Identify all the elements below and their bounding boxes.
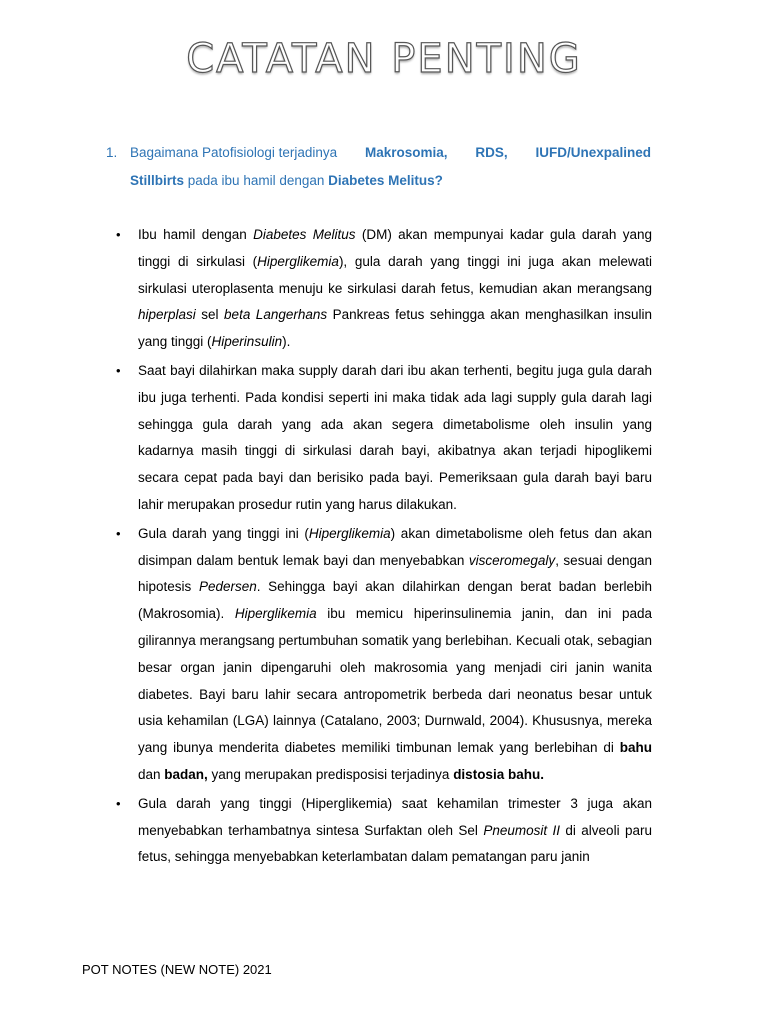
bullet-list (116, 222, 652, 873)
bullet-dot: • (116, 795, 121, 811)
text-run: Ibu hamil dengan (138, 227, 254, 242)
page-title: CATATAN PENTING (186, 36, 582, 82)
text-run: yang merupakan predisposisi terjadinya (207, 766, 454, 782)
text-run: ) akan dimetabolisme oleh fetus dan akan disimpan dalam bentuk lemak bayi dan menyebabkan (138, 525, 652, 568)
text-run: ). (282, 334, 291, 350)
bullet-dot: • (116, 525, 121, 541)
question-term-stillbirts: Stillbirts (130, 173, 185, 188)
bullet-dot: • (116, 227, 121, 242)
text-run: dan (138, 766, 165, 782)
italic-term: Hiperglikemia (308, 525, 391, 541)
text-run: ), gula darah yang tinggi ini juga akan melewati sirkulasi uteroplasenta menuju ke sirkulasi darah fetus, kemudian akan merangsang (138, 253, 652, 296)
question-number: 1. (106, 145, 118, 160)
italic-term: beta Langerhans (224, 307, 328, 323)
italic-term: Diabetes Melitus (253, 227, 356, 242)
question-term-diabetes: Diabetes Melitus? (328, 173, 443, 188)
bold-term: badan, (164, 766, 208, 782)
question-item (106, 139, 651, 195)
italic-term: Hiperglikemia (257, 253, 339, 269)
bold-term: distosia bahu. (453, 766, 544, 782)
text-run: Pankreas fetus sehingga akan menghasilkan insulin yang tinggi ( (138, 307, 653, 350)
text-run: (DM) akan mempunyai kadar gula darah yang tinggi di sirkulasi ( (138, 227, 652, 269)
bullet-item-1 (116, 222, 652, 356)
italic-term: Pedersen (198, 579, 257, 595)
question-term-makrosomia: Makrosomia, (364, 145, 448, 160)
question-term-iufd: IUFD/Unexpalined (535, 145, 651, 160)
italic-term: hiperplasi (138, 307, 196, 323)
italic-term: Hiperglikemia (234, 606, 317, 622)
question-part: Bagaimana Patofisiologi terjadinya (130, 145, 338, 160)
text-run: di alveoli paru fetus, sehingga menyebabkan keterlambatan dalam pematangan paru janin (138, 822, 652, 865)
bullet-item-4 (116, 791, 652, 871)
italic-term: Pneumosit II (483, 822, 560, 838)
text-run: Saat bayi dilahirkan maka supply darah dari ibu akan terhenti, begitu juga gula darah ibu juga terhenti. Pada kondisi seperti ini maka tidak ada lagi supply gula darah lagi sehingga gula darah yang ada akan segera dimetabolisme oleh insulin yang kadarnya masih tinggi di sirkulasi darah bayi, akibatnya akan terjadi hipoglikemi secara cepat pada bayi dan berisiko pada bayi. Pemeriksaan gula darah bayi baru lahir merupakan prosedur rutin yang harus dilakukan. (138, 362, 652, 512)
question-term-rds: RDS, (475, 145, 508, 160)
question-part: pada ibu hamil dengan (184, 173, 329, 188)
italic-term: visceromegaly (468, 552, 556, 568)
text-run: , sesuai dengan hipotesis (138, 552, 652, 595)
text-run: . Sehingga bayi akan dilahirkan dengan berat badan berlebih (Makrosomia). (138, 579, 652, 622)
bullet-dot: • (116, 362, 121, 378)
bold-term: bahu (619, 740, 652, 756)
text-run: Gula darah yang tinggi ini ( (138, 525, 309, 541)
text-run: ibu memicu hiperinsulinemia janin, dan ini pada gilirannya merangsang pertumbuhan somatik yang berlebihan. Kecuali otak, sebagian besar organ janin dipengaruhi oleh makrosomia yang menjadi ciri janin wanita diabetes. Bayi baru lahir secara antropometrik berbeda dari neonatus besar untuk usia kehamilan (LGA) lainnya (Catalano, 2003; Durnwald, 2004). Khususnya, mereka yang ibunya menderita diabetes memiliki timbunan lemak yang berlebihan di (138, 606, 652, 756)
bullet-item-3 (116, 521, 652, 789)
text-run: Gula darah yang tinggi (Hiperglikemia) saat kehamilan trimester 3 juga akan menyebabkan terhambatnya sintesa Surfaktan oleh Sel (138, 795, 652, 838)
text-run: sel (195, 307, 225, 323)
page-footer: POT NOTES (NEW NOTE) 2021 (82, 962, 272, 977)
question-text (130, 139, 651, 195)
bullet-item-2 (116, 358, 652, 519)
italic-term: Hiperinsulin (211, 334, 283, 350)
